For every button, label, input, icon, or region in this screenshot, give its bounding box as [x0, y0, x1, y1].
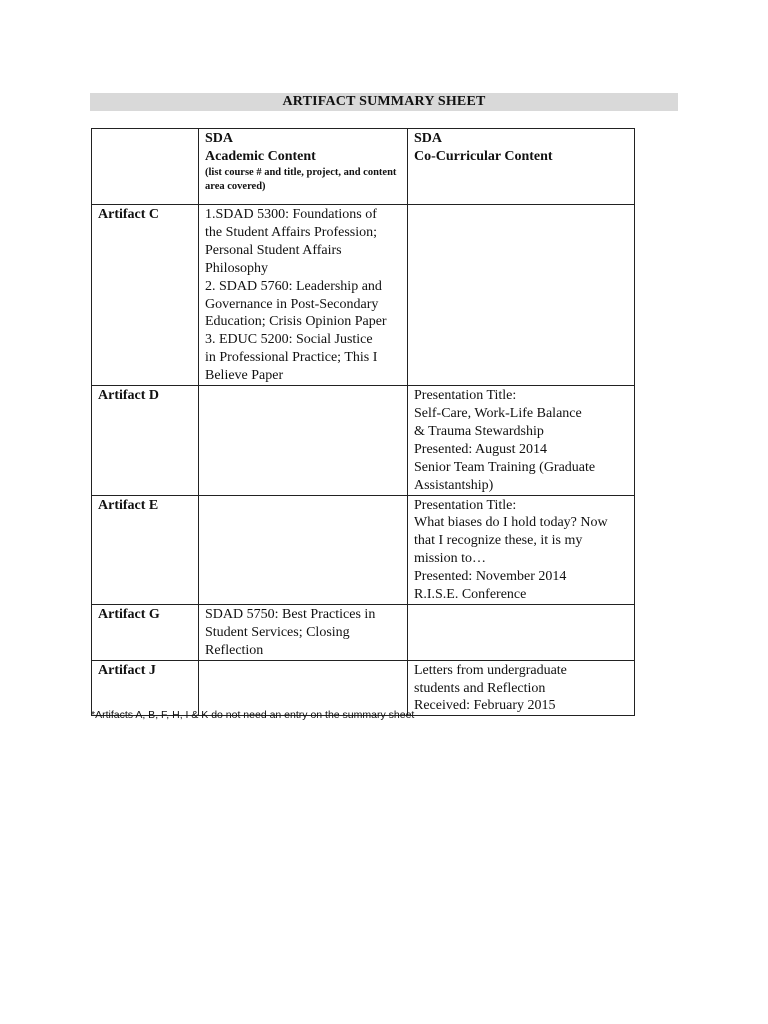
- academic-content-line: 3. EDUC 5200: Social Justice: [205, 332, 373, 348]
- cocurricular-content-line: Presented: August 2014: [414, 441, 547, 457]
- header-cocurricular-line2: Co-Curricular Content: [414, 148, 553, 164]
- page-title: ARTIFACT SUMMARY SHEET: [90, 93, 678, 111]
- table-header-row: [92, 129, 635, 205]
- cocurricular-content-line: Assistantship): [414, 477, 494, 493]
- cocurricular-content-line: Presented: November 2014: [414, 569, 567, 585]
- academic-content-line: Personal Student Affairs: [205, 242, 342, 258]
- cocurricular-content-line: Letters from undergraduate: [414, 662, 567, 678]
- academic-content-line: 2. SDAD 5760: Leadership and: [205, 278, 382, 294]
- header-academic-note: (list course # and title, project, and content area covered): [205, 166, 397, 193]
- academic-content-cell: [199, 386, 408, 495]
- header-academic-line2: Academic Content: [205, 148, 316, 164]
- cocurricular-content-line: Presentation Title:: [414, 497, 517, 513]
- artifact-label: Artifact C: [92, 205, 199, 386]
- cocurricular-content-line: Self-Care, Work-Life Balance: [414, 405, 582, 421]
- cocurricular-content-line: Presentation Title:: [414, 388, 517, 404]
- cocurricular-content-cell: [408, 205, 635, 386]
- academic-content-line: the Student Affairs Profession;: [205, 224, 378, 240]
- academic-content-line: Believe Paper: [205, 368, 284, 384]
- header-academic-line1: SDA: [205, 131, 234, 146]
- cocurricular-content-line: R.I.S.E. Conference: [414, 587, 527, 603]
- academic-content-line: Philosophy: [205, 260, 269, 276]
- cocurricular-content-cell: [408, 660, 635, 716]
- cocurricular-content-line: What biases do I hold today? Now: [414, 515, 608, 531]
- cocurricular-content-line: that I recognize these, it is my: [414, 533, 583, 549]
- academic-content-cell: [199, 205, 408, 386]
- cocurricular-content-line: Senior Team Training (Graduate: [414, 459, 596, 475]
- table-row: [92, 495, 635, 604]
- table-row: [92, 386, 635, 495]
- artifact-label: Artifact E: [92, 495, 199, 604]
- cocurricular-content-cell: [408, 604, 635, 660]
- table-row: [92, 604, 635, 660]
- academic-content-cell: [199, 495, 408, 604]
- artifact-label: Artifact G: [92, 604, 199, 660]
- academic-content-line: in Professional Practice; This I: [205, 350, 378, 366]
- artifact-label: Artifact D: [92, 386, 199, 495]
- table-row: [92, 205, 635, 386]
- header-cell-blank: [92, 129, 199, 205]
- academic-content-line: Student Services; Closing: [205, 624, 350, 640]
- cocurricular-content-line: mission to…: [414, 551, 486, 567]
- artifact-label: Artifact J: [92, 660, 199, 716]
- academic-content-line: SDAD 5750: Best Practices in: [205, 606, 376, 622]
- cocurricular-content-line: & Trauma Stewardship: [414, 423, 544, 439]
- header-cell-cocurricular: [408, 129, 635, 205]
- academic-content-line: Governance in Post-Secondary: [205, 296, 379, 312]
- academic-content-line: Education; Crisis Opinion Paper: [205, 314, 387, 330]
- cocurricular-content-cell: [408, 495, 635, 604]
- academic-content-line: Reflection: [205, 642, 264, 658]
- artifact-summary-table: [91, 128, 635, 716]
- footnote: *Artifacts A, B, F, H, I & K do not need an entry on the summary sheet: [91, 709, 415, 721]
- academic-content-line: 1.SDAD 5300: Foundations of: [205, 207, 377, 222]
- cocurricular-content-line: Received: February 2015: [414, 698, 556, 714]
- cocurricular-content-cell: [408, 386, 635, 495]
- academic-content-cell: [199, 604, 408, 660]
- table-body: [92, 205, 635, 716]
- cocurricular-content-line: students and Reflection: [414, 680, 546, 696]
- header-cell-academic: [199, 129, 408, 205]
- header-cocurricular-line1: SDA: [414, 131, 443, 146]
